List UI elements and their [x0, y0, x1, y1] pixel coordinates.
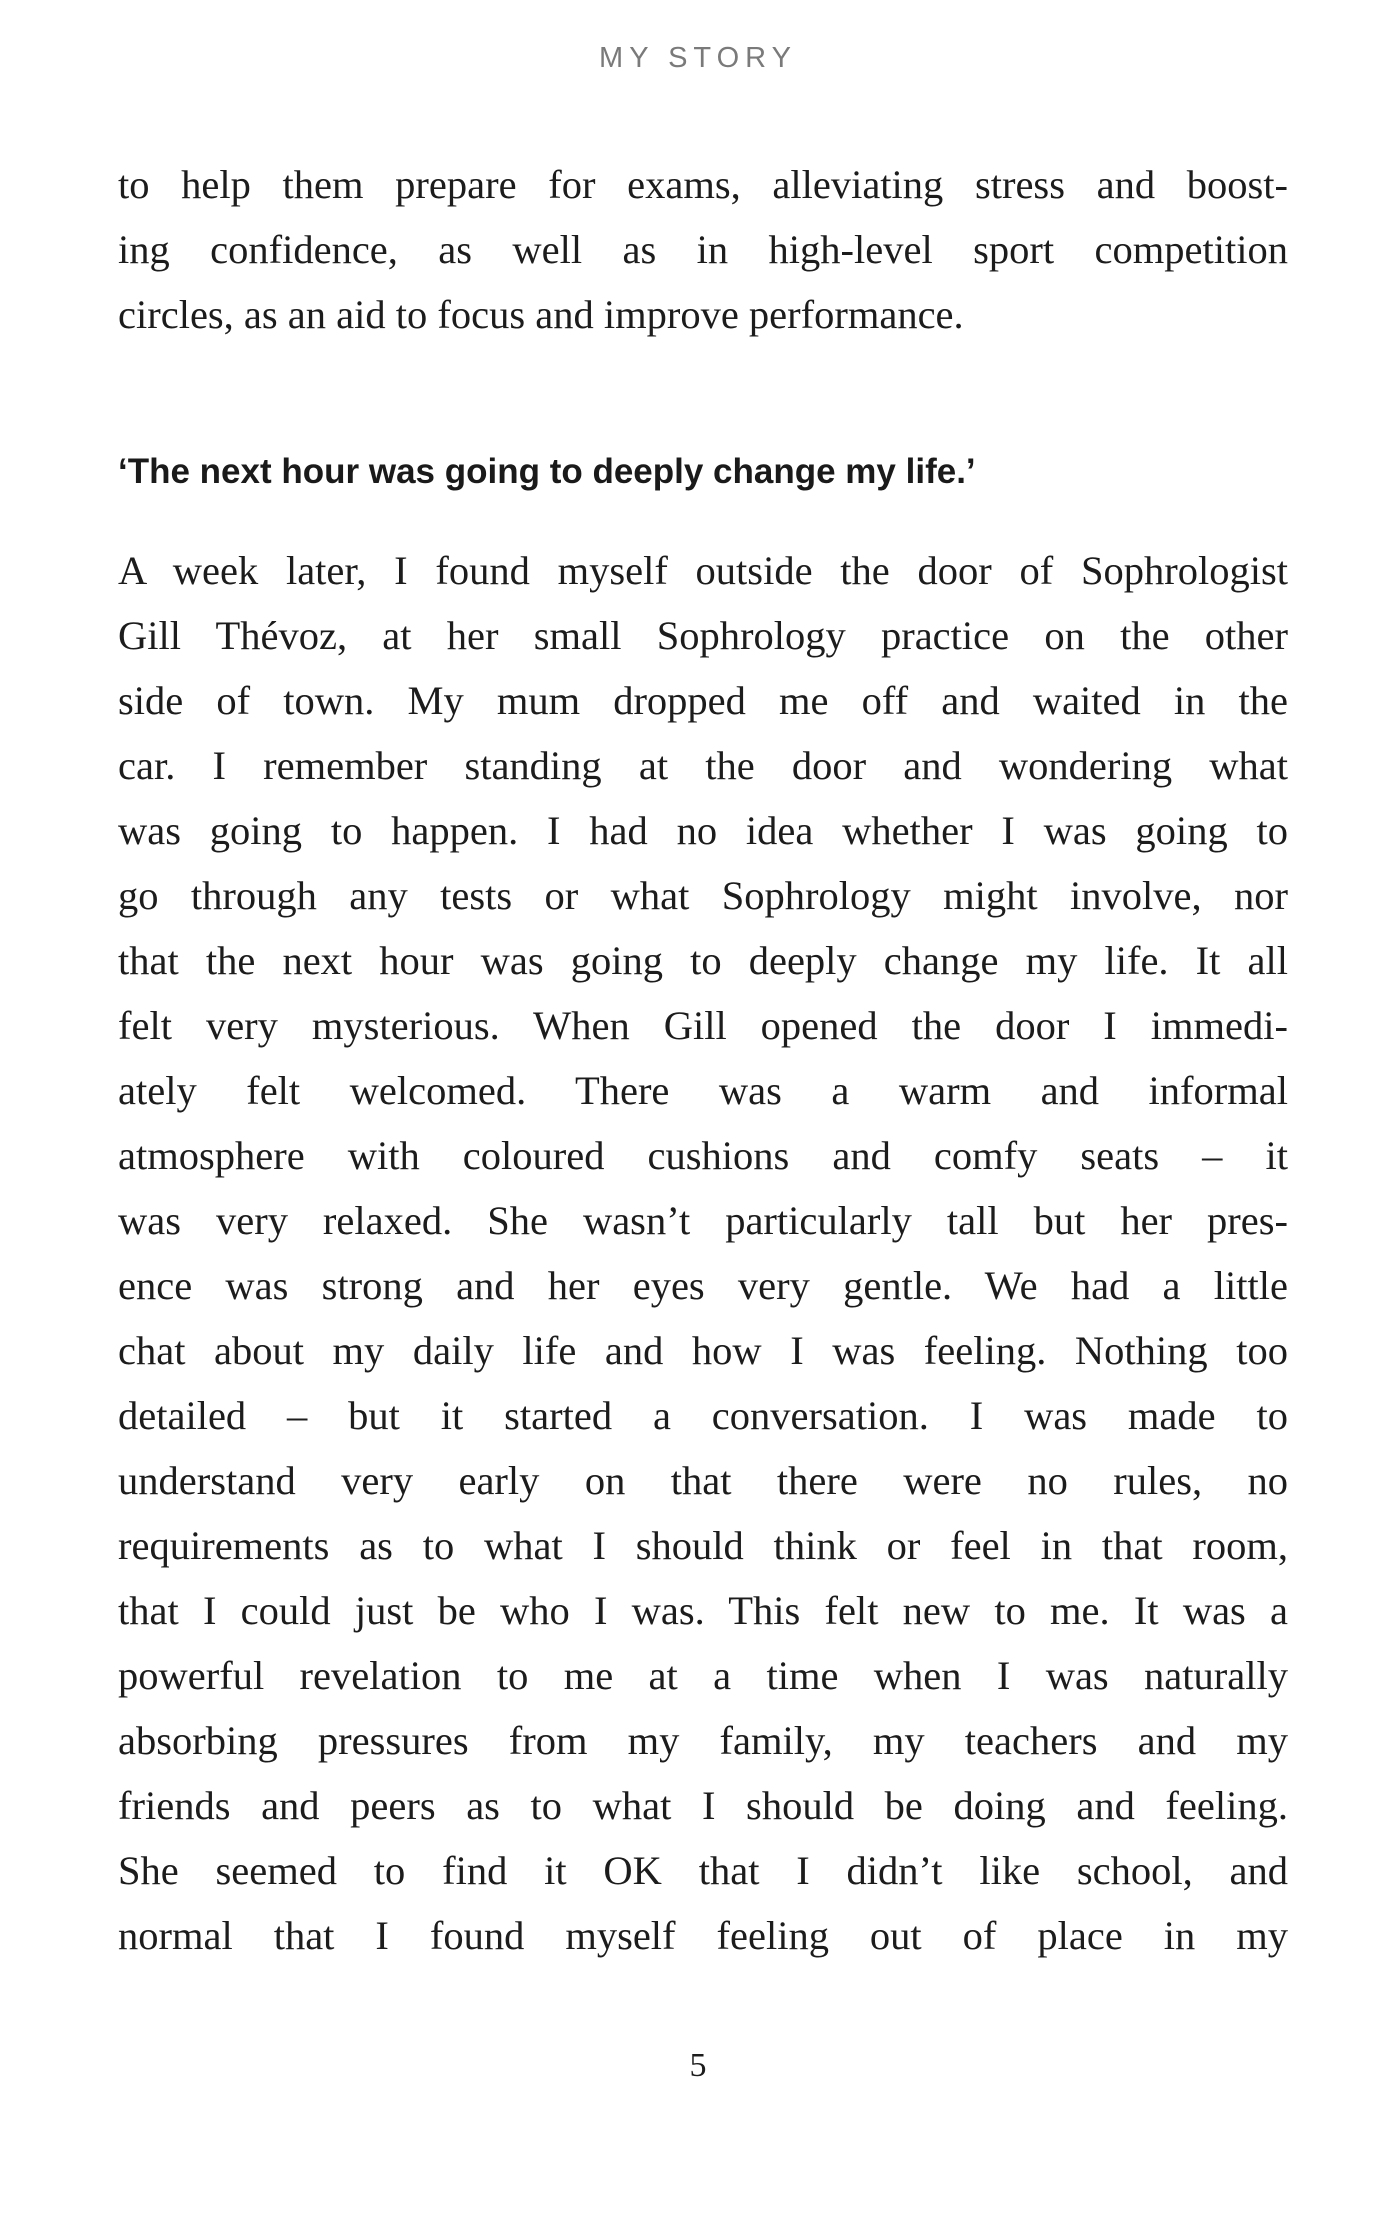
text-line: ence was strong and her eyes very gentle. We had a little — [118, 1263, 1288, 1308]
text-line: to help them prepare for exams, alleviating stress and boost- — [118, 162, 1288, 207]
main-paragraph — [118, 538, 1288, 1968]
text-line: was going to happen. I had no idea whether I was going to — [118, 808, 1288, 853]
text-line: ately felt welcomed. There was a warm and informal — [118, 1068, 1288, 1113]
text-line: A week later, I found myself outside the door of Sophrologist — [118, 548, 1288, 593]
text-line: understand very early on that there were no rules, no — [118, 1458, 1288, 1503]
text-line: chat about my daily life and how I was feeling. Nothing too — [118, 1328, 1288, 1373]
text-line: ing confidence, as well as in high-level sport competition — [118, 227, 1288, 272]
text-line: detailed – but it started a conversation. I was made to — [118, 1393, 1288, 1438]
pull-quote-heading: ‘The next hour was going to deeply change my life.’ — [118, 452, 976, 491]
text-line: circles, as an aid to focus and improve performance. — [118, 292, 964, 337]
text-line: was very relaxed. She wasn’t particularly tall but her pres- — [118, 1198, 1288, 1243]
text-line: She seemed to find it OK that I didn’t like school, and — [118, 1848, 1288, 1893]
text-line: car. I remember standing at the door and wondering what — [118, 743, 1288, 788]
page-number: 5 — [689, 2047, 707, 2084]
text-line: powerful revelation to me at a time when I was naturally — [118, 1653, 1288, 1698]
text-line: felt very mysterious. When Gill opened the door I immedi- — [118, 1003, 1288, 1048]
text-line: side of town. My mum dropped me off and waited in the — [118, 678, 1288, 723]
text-line: that the next hour was going to deeply change my life. It all — [118, 938, 1288, 983]
text-line: Gill Thévoz, at her small Sophrology practice on the other — [118, 613, 1288, 658]
text-line: atmosphere with coloured cushions and comfy seats – it — [118, 1133, 1288, 1178]
text-line: that I could just be who I was. This felt new to me. It was a — [118, 1588, 1288, 1633]
text-line: absorbing pressures from my family, my teachers and my — [118, 1718, 1288, 1763]
running-head: MY STORY — [599, 42, 797, 74]
text-line: friends and peers as to what I should be doing and feeling. — [118, 1783, 1288, 1828]
text-line: go through any tests or what Sophrology might involve, nor — [118, 873, 1288, 918]
top-paragraph — [118, 152, 1288, 347]
text-line: requirements as to what I should think or feel in that room, — [118, 1523, 1288, 1568]
text-line: normal that I found myself feeling out of place in my — [118, 1913, 1288, 1958]
